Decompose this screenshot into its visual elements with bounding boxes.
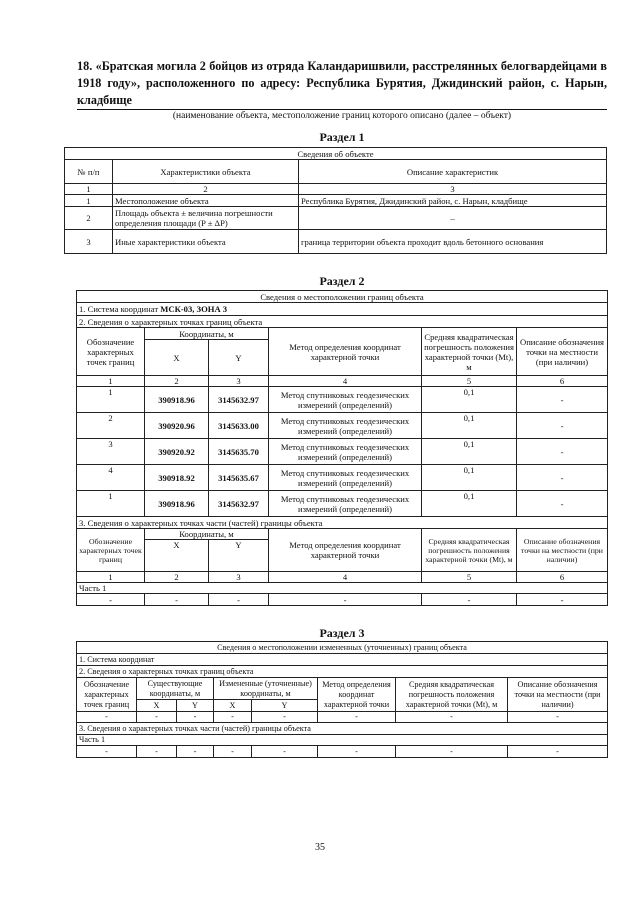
column-index: 6 — [517, 376, 608, 387]
point-description: - — [517, 465, 608, 491]
col-changed-coordinates: Измененные (уточненные) координаты, м — [214, 678, 318, 700]
coord-x: 390918.96 — [145, 387, 209, 413]
empty-cell: - — [214, 746, 252, 758]
column-index: 3 — [209, 572, 269, 583]
empty-cell: - — [177, 712, 214, 723]
point-number: 2 — [77, 413, 145, 439]
section-2-title: Раздел 2 — [319, 274, 365, 288]
empty-cell: - — [77, 712, 137, 723]
col-existing-coordinates: Существующие координаты, м — [137, 678, 214, 700]
method: Метод спутниковых геодезических измерений (определений) — [269, 387, 422, 413]
empty-cell: - — [318, 712, 396, 723]
table-row — [65, 195, 607, 207]
coord-y: 3145632.97 — [209, 387, 269, 413]
col-point-description: Описание обозначения точки на местности (при наличии) — [517, 529, 608, 572]
table-row — [77, 746, 608, 758]
coord-x: 390920.92 — [145, 439, 209, 465]
point-number: 1 — [77, 387, 145, 413]
error-value: 0,1 — [422, 491, 517, 517]
points-title: 2. Сведения о характерных точках границ объекта — [77, 666, 608, 678]
coord-y: 3145635.70 — [209, 439, 269, 465]
coord-x: 390920.96 — [145, 413, 209, 439]
point-number: 3 — [77, 439, 145, 465]
column-index: 2 — [113, 184, 299, 195]
point-number: 4 — [77, 465, 145, 491]
col-error: Средняя квадратическая погрешность положения характерной точки (Mt), м — [396, 678, 508, 712]
method: Метод спутниковых геодезических измерений (определений) — [269, 465, 422, 491]
point-number: 1 — [77, 491, 145, 517]
col-y: Y — [209, 340, 269, 376]
column-index: 4 — [269, 572, 422, 583]
col-x-existing: X — [137, 700, 177, 712]
col-method: Метод определения координат характерной точки — [318, 678, 396, 712]
error-value: 0,1 — [422, 439, 517, 465]
table-row — [65, 207, 607, 230]
characteristic-value: – — [299, 207, 607, 230]
error-value: 0,1 — [422, 413, 517, 439]
table-row — [65, 230, 607, 254]
table-row — [77, 387, 608, 413]
column-index: 1 — [65, 184, 113, 195]
method: Метод спутниковых геодезических измерений (определений) — [269, 439, 422, 465]
coordinate-system — [77, 303, 608, 316]
coord-y: 3145632.97 — [209, 491, 269, 517]
points-title: 2. Сведения о характерных точках границ объекта — [77, 316, 608, 328]
empty-cell: - — [177, 746, 214, 758]
col-method: Метод определения координат характерной точки — [269, 529, 422, 572]
column-index: 1 — [77, 376, 145, 387]
empty-cell: - — [137, 712, 177, 723]
table-row — [77, 465, 608, 491]
col-error: Средняя квадратическая погрешность положения характерной точки (Mt), м — [422, 529, 517, 572]
col-coordinates: Координаты, м — [145, 328, 269, 340]
col-coordinates: Координаты, м — [145, 529, 269, 540]
col-point-designation: Обозначение характерных точек границ — [77, 328, 145, 376]
error-value: 0,1 — [422, 465, 517, 491]
coordinate-system-name: МСК-03, ЗОНА 3 — [160, 304, 228, 314]
coord-y: 3145633.00 — [209, 413, 269, 439]
row-number: 3 — [65, 230, 113, 254]
coordinate-system-label: 1. Система координат — [79, 304, 159, 314]
table-row — [77, 439, 608, 465]
empty-cell: - — [252, 712, 318, 723]
part-label: Часть 1 — [77, 583, 608, 594]
empty-cell: - — [422, 594, 517, 606]
characteristic-name: Площадь объекта ± величина погрешности определения площади (P ± ΔP) — [113, 207, 299, 230]
col-method: Метод определения координат характерной точки — [269, 328, 422, 376]
coordinate-system: 1. Система координат — [77, 654, 608, 666]
characteristic-value: граница территории объекта проходит вдоль бетонного основания — [299, 230, 607, 254]
col-point-description: Описание обозначения точки на местности (при наличии) — [508, 678, 608, 712]
column-index: 2 — [145, 572, 209, 583]
column-index: 2 — [145, 376, 209, 387]
table-row — [77, 491, 608, 517]
col-y-changed: Y — [252, 700, 318, 712]
empty-cell: - — [517, 594, 608, 606]
section-1-table — [64, 147, 607, 254]
col-x: X — [145, 340, 209, 376]
column-index: 1 — [77, 572, 145, 583]
empty-cell: - — [214, 712, 252, 723]
section-2-table — [76, 290, 608, 606]
col-number: № п/п — [65, 160, 113, 184]
col-y: Y — [209, 540, 269, 572]
empty-cell: - — [137, 746, 177, 758]
method: Метод спутниковых геодезических измерений (определений) — [269, 491, 422, 517]
section-3-title: Раздел 3 — [319, 626, 365, 640]
col-point-description: Описание обозначения точки на местности (при наличии) — [517, 328, 608, 376]
col-characteristics: Характеристики объекта — [113, 160, 299, 184]
section-3-table — [76, 641, 608, 758]
empty-cell: - — [396, 746, 508, 758]
point-description: - — [517, 491, 608, 517]
column-index: 6 — [517, 572, 608, 583]
empty-cell: - — [318, 746, 396, 758]
section-3-table-title: Сведения о местоположении измененных (уточненных) границ объекта — [77, 642, 608, 654]
coord-x: 390918.96 — [145, 491, 209, 517]
section-1-title: Раздел 1 — [319, 130, 365, 144]
col-point-designation: Обозначение характерных точек границ — [77, 678, 137, 712]
empty-cell: - — [508, 712, 608, 723]
row-number: 2 — [65, 207, 113, 230]
col-error: Средняя квадратическая погрешность положения характерной точки (Mt), м — [422, 328, 517, 376]
empty-cell: - — [252, 746, 318, 758]
table-row — [77, 712, 608, 723]
column-index: 3 — [299, 184, 607, 195]
col-x: X — [145, 540, 209, 572]
column-index: 5 — [422, 376, 517, 387]
table-row — [77, 413, 608, 439]
coord-x: 390918.92 — [145, 465, 209, 491]
coord-y: 3145635.67 — [209, 465, 269, 491]
characteristic-name: Иные характеристики объекта — [113, 230, 299, 254]
row-number: 1 — [65, 195, 113, 207]
point-description: - — [517, 387, 608, 413]
table-row — [77, 594, 608, 606]
empty-cell: - — [269, 594, 422, 606]
section-1-table-title: Сведения об объекте — [65, 148, 607, 160]
empty-cell: - — [396, 712, 508, 723]
col-description: Описание характеристик — [299, 160, 607, 184]
heading-caption: (наименование объекта, местоположение границ которого описано (далее – объект) — [172, 111, 512, 121]
method: Метод спутниковых геодезических измерений (определений) — [269, 413, 422, 439]
col-point-designation: Обозначение характерных точек границ — [77, 529, 145, 572]
col-y-existing: Y — [177, 700, 214, 712]
empty-cell: - — [77, 594, 145, 606]
column-index: 5 — [422, 572, 517, 583]
empty-cell: - — [209, 594, 269, 606]
error-value: 0,1 — [422, 387, 517, 413]
empty-cell: - — [145, 594, 209, 606]
empty-cell: - — [508, 746, 608, 758]
characteristic-name: Местоположение объекта — [113, 195, 299, 207]
object-heading: 18. «Братская могила 2 бойцов из отряда Каландаришвили, расстрелянных белогвардейцами в 1918 году», расположенного по адресу: Республика Бурятия, Джидинский район, с. Нарын, кладбище — [77, 59, 607, 107]
col-x-changed: X — [214, 700, 252, 712]
part-label: Часть 1 — [77, 735, 608, 746]
characteristic-value: Республика Бурятия, Джидинский район, с. Нарын, кладбище — [299, 195, 607, 207]
section-2-table-title: Сведения о местоположении границ объекта — [77, 291, 608, 303]
empty-cell: - — [77, 746, 137, 758]
column-index: 4 — [269, 376, 422, 387]
part-points-title: 3. Сведения о характерных точках части (частей) границы объекта — [77, 517, 608, 529]
part-points-title: 3. Сведения о характерных точках части (частей) границы объекта — [77, 723, 608, 735]
column-index: 3 — [209, 376, 269, 387]
point-description: - — [517, 413, 608, 439]
page-number: 35 — [315, 842, 325, 853]
point-description: - — [517, 439, 608, 465]
